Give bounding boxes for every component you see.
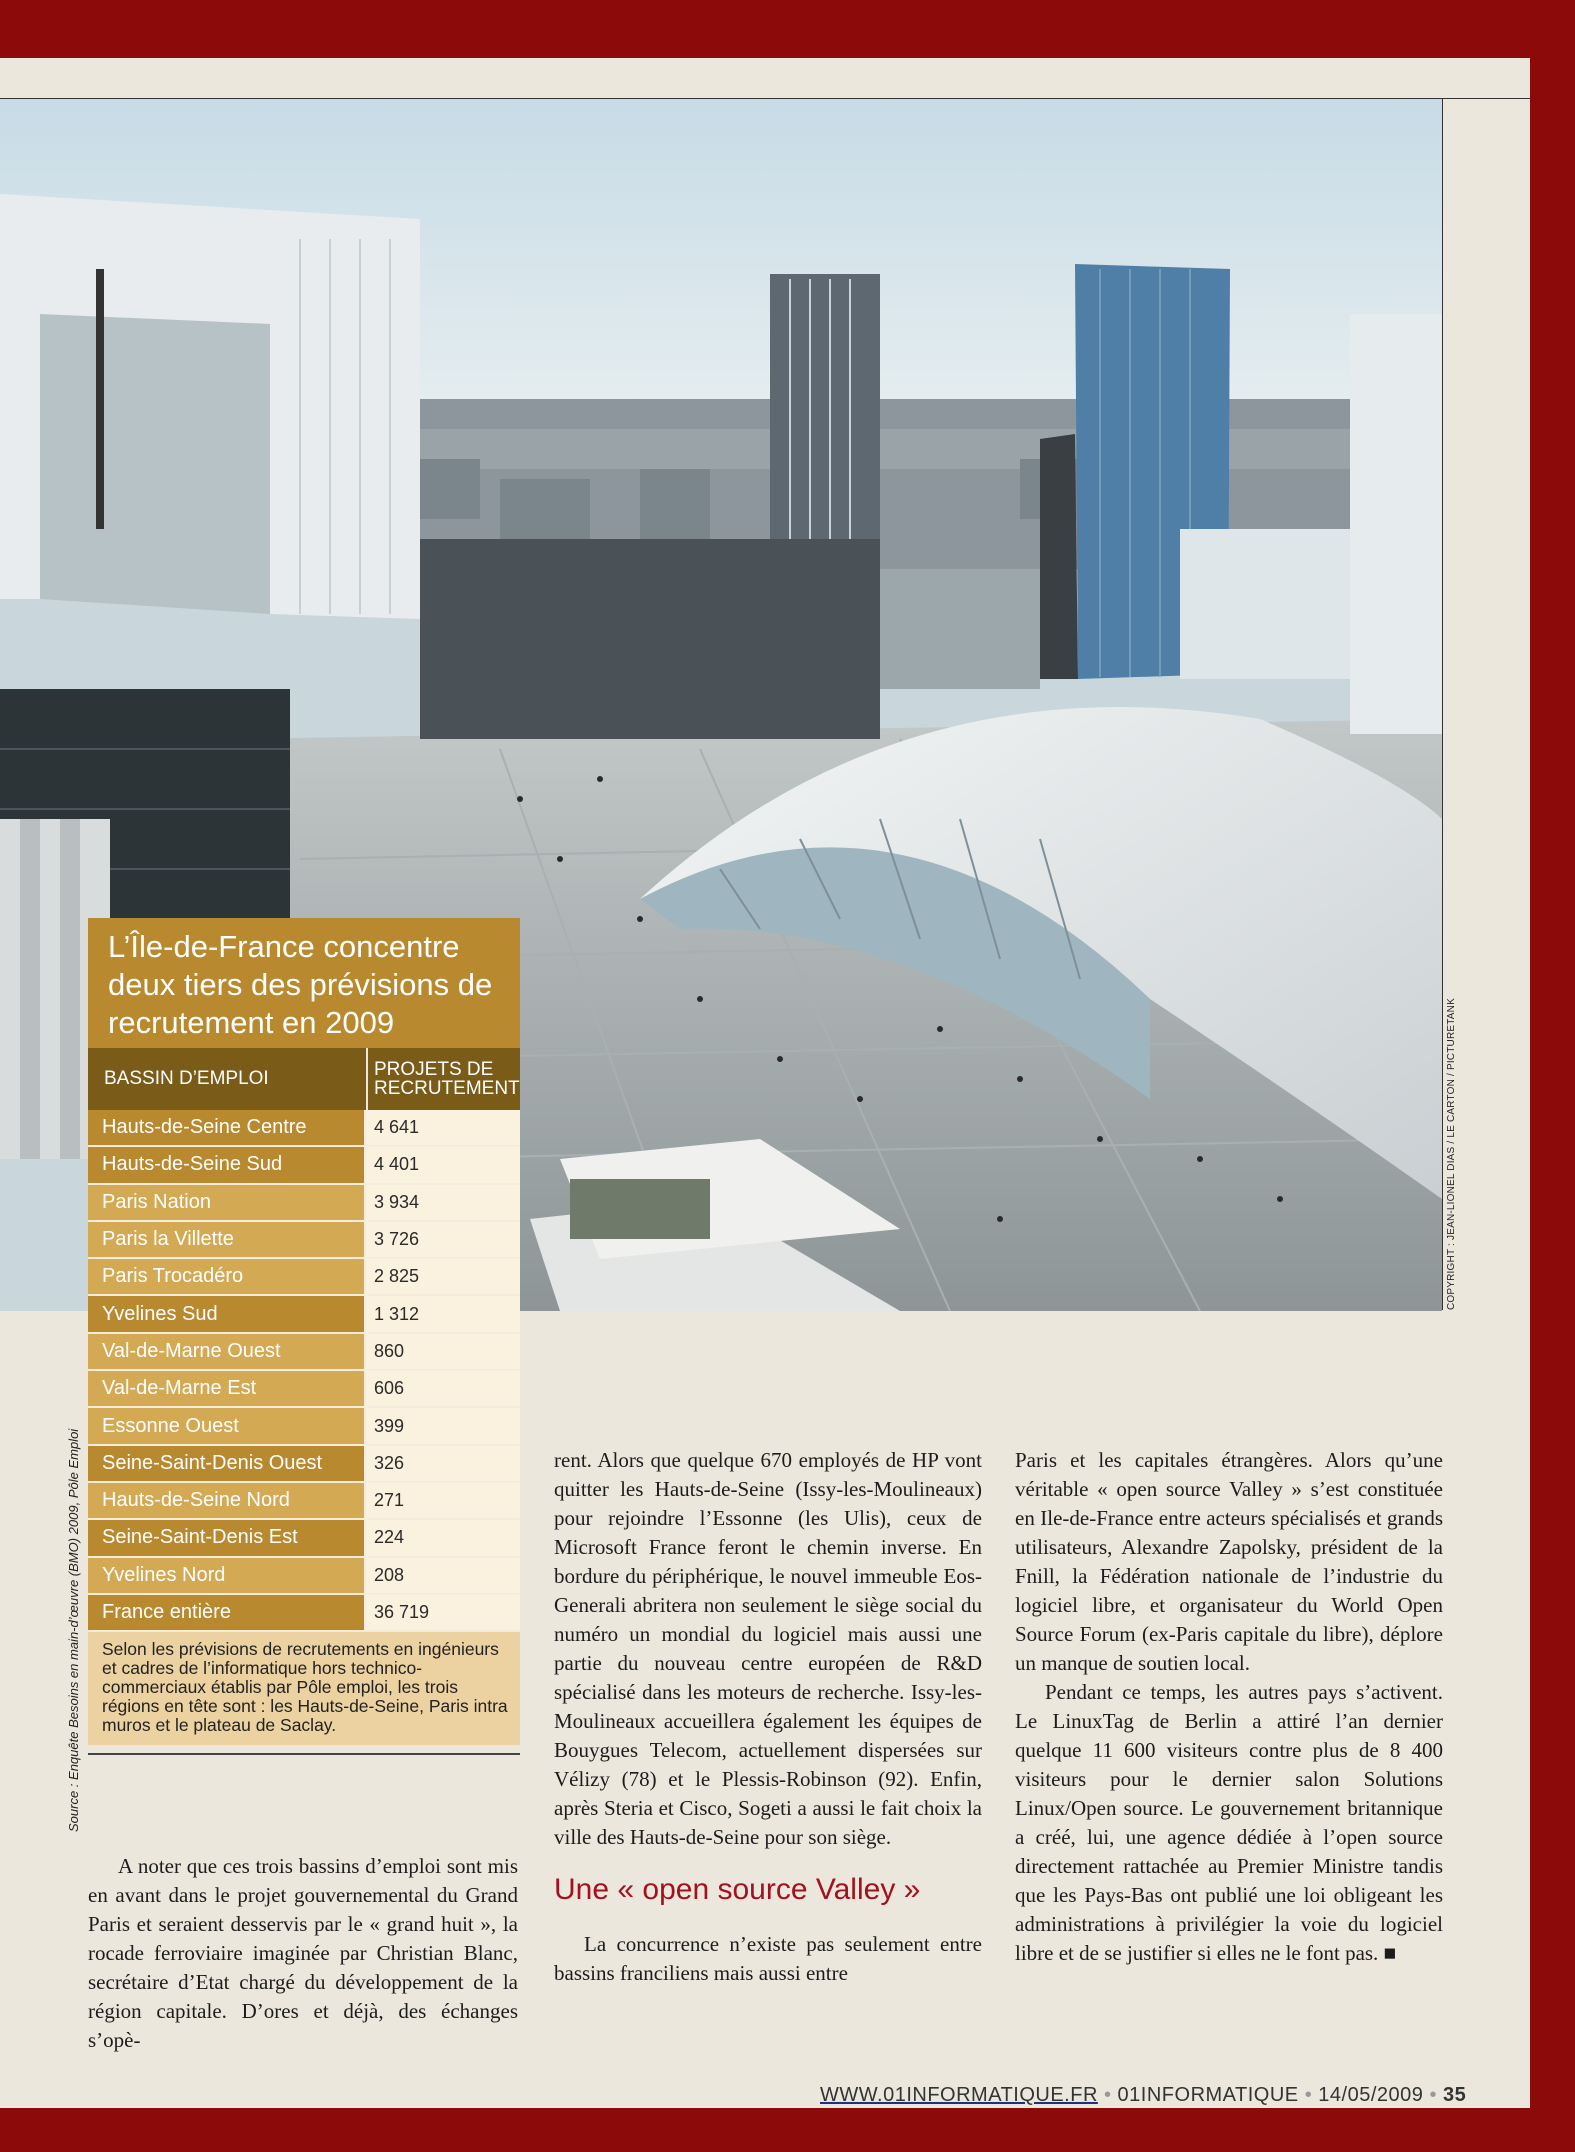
box-note: Selon les prévisions de recrutements en ingénieurs et cadres de l’informatique hors technico-commerciaux établis par Pôle emploi, les trois régions en tête sont : les Hauts-de-Seine, Paris intra muros et le plateau de Saclay. bbox=[88, 1632, 520, 1745]
table-row bbox=[88, 1259, 520, 1296]
row-value: 224 bbox=[366, 1520, 520, 1555]
row-name: Paris Trocadéro bbox=[88, 1259, 366, 1294]
table-row bbox=[88, 1595, 520, 1632]
separator-dot: • bbox=[1429, 2084, 1437, 2106]
table-row bbox=[88, 1520, 520, 1557]
row-value: 271 bbox=[366, 1483, 520, 1518]
row-name: Yvelines Nord bbox=[88, 1558, 366, 1593]
row-value: 399 bbox=[366, 1408, 520, 1443]
table-row bbox=[88, 1110, 520, 1147]
row-name: Hauts-de-Seine Nord bbox=[88, 1483, 366, 1518]
row-value: 3 934 bbox=[366, 1185, 520, 1220]
row-name: Hauts-de-Seine Centre bbox=[88, 1110, 366, 1145]
row-name: Paris la Villette bbox=[88, 1222, 366, 1257]
row-value: 606 bbox=[366, 1371, 520, 1406]
paragraph: La concurrence n’existe pas seulement entre bassins franciliens mais aussi entre bbox=[554, 1932, 982, 1985]
table-row bbox=[88, 1296, 520, 1333]
row-name: Hauts-de-Seine Sud bbox=[88, 1147, 366, 1182]
row-value: 1 312 bbox=[366, 1296, 520, 1331]
table-row bbox=[88, 1334, 520, 1371]
row-name: Val-de-Marne Ouest bbox=[88, 1334, 366, 1369]
article-column-2 bbox=[554, 1446, 982, 1988]
table-header bbox=[88, 1048, 520, 1110]
row-value: 4 401 bbox=[366, 1147, 520, 1182]
article-column-3 bbox=[1015, 1446, 1443, 1968]
page-number: 35 bbox=[1443, 2084, 1467, 2106]
page-footer bbox=[820, 2084, 1466, 2107]
row-name: Val-de-Marne Est bbox=[88, 1371, 366, 1406]
table-row bbox=[88, 1558, 520, 1595]
table-row bbox=[88, 1222, 520, 1259]
row-name: Yvelines Sud bbox=[88, 1296, 366, 1331]
row-value: 3 726 bbox=[366, 1222, 520, 1257]
table-row bbox=[88, 1483, 520, 1520]
row-value: 36 719 bbox=[366, 1595, 520, 1630]
row-name: Seine-Saint-Denis Est bbox=[88, 1520, 366, 1555]
table-row bbox=[88, 1446, 520, 1483]
photo-border bbox=[1442, 98, 1443, 1310]
row-name: France entière bbox=[88, 1595, 366, 1630]
box-rule bbox=[88, 1753, 520, 1755]
source-credit: Source : Enquête Besoins en main-d’œuvre (BMO) 2009, Pôle Emploi bbox=[66, 1428, 81, 1832]
subheading: Une « open source Valley » bbox=[554, 1873, 921, 1906]
paragraph: Paris et les capitales étrangères. Alors qu’une véritable « open source Valley » s’est constituée en Ile-de-France entre acteurs spécialisés et grands utilisateurs, Alexandre Zapolsky, président de la Fnill, la Fédération nationale de l’industrie du logiciel libre, et organisateur du World Open Source Forum (ex-Paris capitale du libre), déplore un manque de soutien local. bbox=[1015, 1448, 1443, 1675]
box-title: L’Île-de-France concentre deux tiers des prévisions de recrutement en 2009 bbox=[88, 918, 520, 1048]
row-value: 2 825 bbox=[366, 1259, 520, 1294]
col-header-bassin: BASSIN D’EMPLOI bbox=[88, 1048, 368, 1110]
photo-credit: COPYRIGHT : JEAN-LIONEL DIAS / LE CARTON / PICTURETANK bbox=[1446, 998, 1457, 1310]
row-value: 208 bbox=[366, 1558, 520, 1593]
article-column-1 bbox=[88, 1852, 518, 2055]
separator-dot: • bbox=[1103, 2084, 1112, 2106]
paragraph: A noter que ces trois bassins d’emploi sont mis en avant dans le projet gouvernemental du Grand Paris et seraient desservis par le « grand huit », la rocade ferroviaire imaginée par Christian Blanc, secrétaire d’Etat chargé du développement de la région capitale. D’ores et déjà, des échanges s’opè- bbox=[88, 1854, 518, 2052]
row-value: 860 bbox=[366, 1334, 520, 1369]
paragraph: rent. Alors que quelque 670 employés de HP vont quitter les Hauts-de-Seine (Issy-les-Moulineaux) pour rejoindre l’Essonne (les Ulis), ceux de Microsoft France feront le chemin inverse. En bordure du périphérique, le nouvel immeuble Eos-Generali abritera non seulement le siège social du numéro un mondial du logiciel mais aussi une partie du nouveau centre européen de R&D spécialisé dans les moteurs de recherche. Issy-les-Moulineaux accueillera également les équipes de Bouygues Telecom, actuellement dispersées sur Vélizy (78) et le Plessis-Robinson (92). Enfin, après Steria et Cisco, Sogeti a aussi le fait choix la ville des Hauts-de-Seine pour son siège. bbox=[554, 1448, 982, 1849]
row-name: Essonne Ouest bbox=[88, 1408, 366, 1443]
table-row bbox=[88, 1185, 520, 1222]
website-link[interactable]: WWW.01INFORMATIQUE.FR bbox=[820, 2084, 1098, 2106]
row-value: 4 641 bbox=[366, 1110, 520, 1145]
table-row bbox=[88, 1371, 520, 1408]
col-header-projets: PROJETS DE RECRUTEMENT bbox=[374, 1059, 520, 1099]
row-value: 326 bbox=[366, 1446, 520, 1481]
table-row bbox=[88, 1408, 520, 1445]
row-name: Paris Nation bbox=[88, 1185, 366, 1220]
issue-date: 14/05/2009 bbox=[1318, 2084, 1424, 2106]
table-row bbox=[88, 1147, 520, 1184]
recruitment-box bbox=[88, 918, 520, 1755]
paragraph: Pendant ce temps, les autres pays s’activent. Le LinuxTag de Berlin a attiré l’an dernier quelque 11 600 visiteurs contre plus de 8 400 visiteurs pour le dernier salon Solutions Linux/Open source. Le gouvernement britannique a créé, lui, une agence dédiée à l’open source directement rattachée au Premier Ministre tandis que les Pays-Bas ont publié une loi obligeant les administrations à privilégier la voie du logiciel libre et de se justifier si elles ne le font pas. ■ bbox=[1015, 1680, 1443, 1965]
magazine-name: 01INFORMATIQUE bbox=[1117, 2084, 1299, 2106]
separator-dot: • bbox=[1304, 2084, 1313, 2106]
row-name: Seine-Saint-Denis Ouest bbox=[88, 1446, 366, 1481]
page-rule bbox=[1442, 98, 1530, 99]
